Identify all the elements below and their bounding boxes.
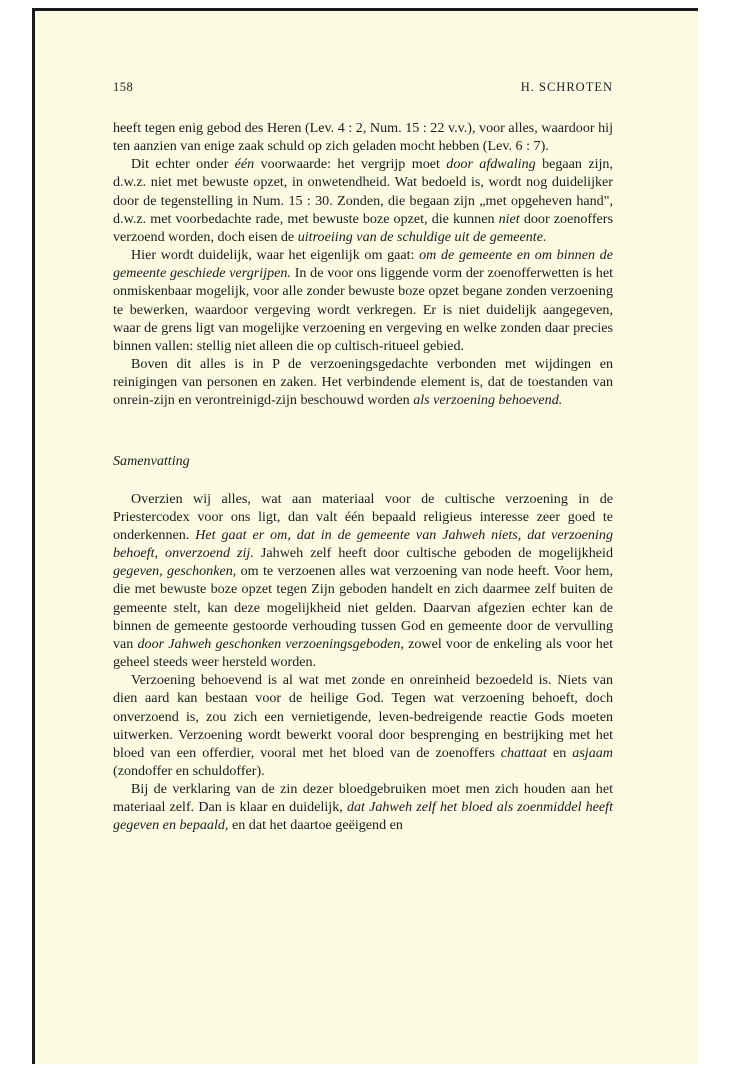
paragraph-1: heeft tegen enig gebod des Heren (Lev. 4 : 2, Num. 15 : 22 v.v.), voor alles, waardoor hij ten aanzien van enige zaak schuld op zich geladen mocht hebben (Lev. 6 : 7).: [113, 120, 613, 155]
page-number: 158: [113, 80, 134, 94]
paragraph-7: Bij de verklaring van de zin dezer bloedgebruiken moet men zich houden aan het materiaal zelf. Dan is klaar en duidelijk, dat Jahweh zelf het bloed als zoenmiddel heeft gegeven en bepaald, en dat het daartoe geëigend en: [113, 781, 614, 834]
running-head: H. SCHROTEN: [520, 80, 613, 94]
body-text: [113, 119, 613, 835]
section-heading: Samenvatting: [113, 452, 190, 469]
paragraph-5: Overzien wij alles, wat aan materiaal voor de cultische verzoening in de Priestercodex voor ons ligt, dan valt één bepaald religieus interesse zeer goed te onderkennen. Het gaat er om, dat in de gemeente van Jahweh niets, dat verzoening behoeft, onverzoend zij. Jahweh zelf heeft door cultische geboden de mogelijkheid gegeven, geschonken, om te verzoenen alles wat verzoening van node heeft. Voor hem, die met bewuste boze opzet tegen Zijn geboden handelt en zich daarmee zelf buiten de gemeente stelt, kan deze mogelijkheid niet gelden. Daarvan afgezien echter kan de binnen de gemeente gestoorde verhouding tussen God en gemeente door de vervulling van door Jahweh geschonken verzoeningsgeboden, zowel voor de enkeling als voor het geheel steeds weer hersteld worden.: [113, 490, 613, 671]
paragraph-3: Hier wordt duidelijk, waar het eigenlijk om gaat: om de gemeente en om binnen de gemeente geschiede vergrijpen. In de voor ons liggende vorm der zoenofferwetten is het onmiskenbaar mogelijk, voor alle zonder bewuste boze opzet begane zonden verzoening te bewerken, waardoor vergeving wordt verkregen. Er is niet duidelijk aangegeven, waar de grens ligt van mogelijke verzoening en vergeving en welke zonden daar precies binnen vallen: stellig niet alleen die op cultisch-ritueel gebied.: [113, 247, 613, 354]
paragraph-4: Boven dit alles is in P de verzoeningsgedachte verbonden met wijdingen en reinigingen van personen en zaken. Het verbindende element is, dat de toestanden van onrein-zijn en verontreinigd-zijn beschouwd worden als verzoening behoevend.: [113, 356, 613, 409]
paragraph-6: Verzoening behoevend is al wat met zonde en onreinheid bezoedeld is. Niets van dien aard kan bestaan voor de heilige God. Tegen wat verzoening behoeft, doch onverzoend is, zou zich een vernietigende, leven-bedreigende reactie Gods moeten uitwerken. Verzoening wordt bewerkt vooral door besprenging en bestrijking met het bloed van een offerdier, vooral met het bloed van de zoenoffers chattaat en asjaam (zondoffer en schuldoffer).: [113, 672, 613, 779]
paragraph-2: Dit echter onder één voorwaarde: het vergrijp moet door afdwaling begaan zijn, d.w.z. niet met bewuste opzet, in onwetendheid. Wat bedoeld is, wordt nog duidelijker door de tegenstelling in Num. 15 : 30. Zonden, die begaan zijn „met opgeheven hand", d.w.z. met voorbedachte rade, met bewuste boze opzet, die kunnen niet door zoenoffers verzoend worden, doch eisen de uitroeiing van de schuldige uit de gemeente.: [113, 156, 614, 245]
